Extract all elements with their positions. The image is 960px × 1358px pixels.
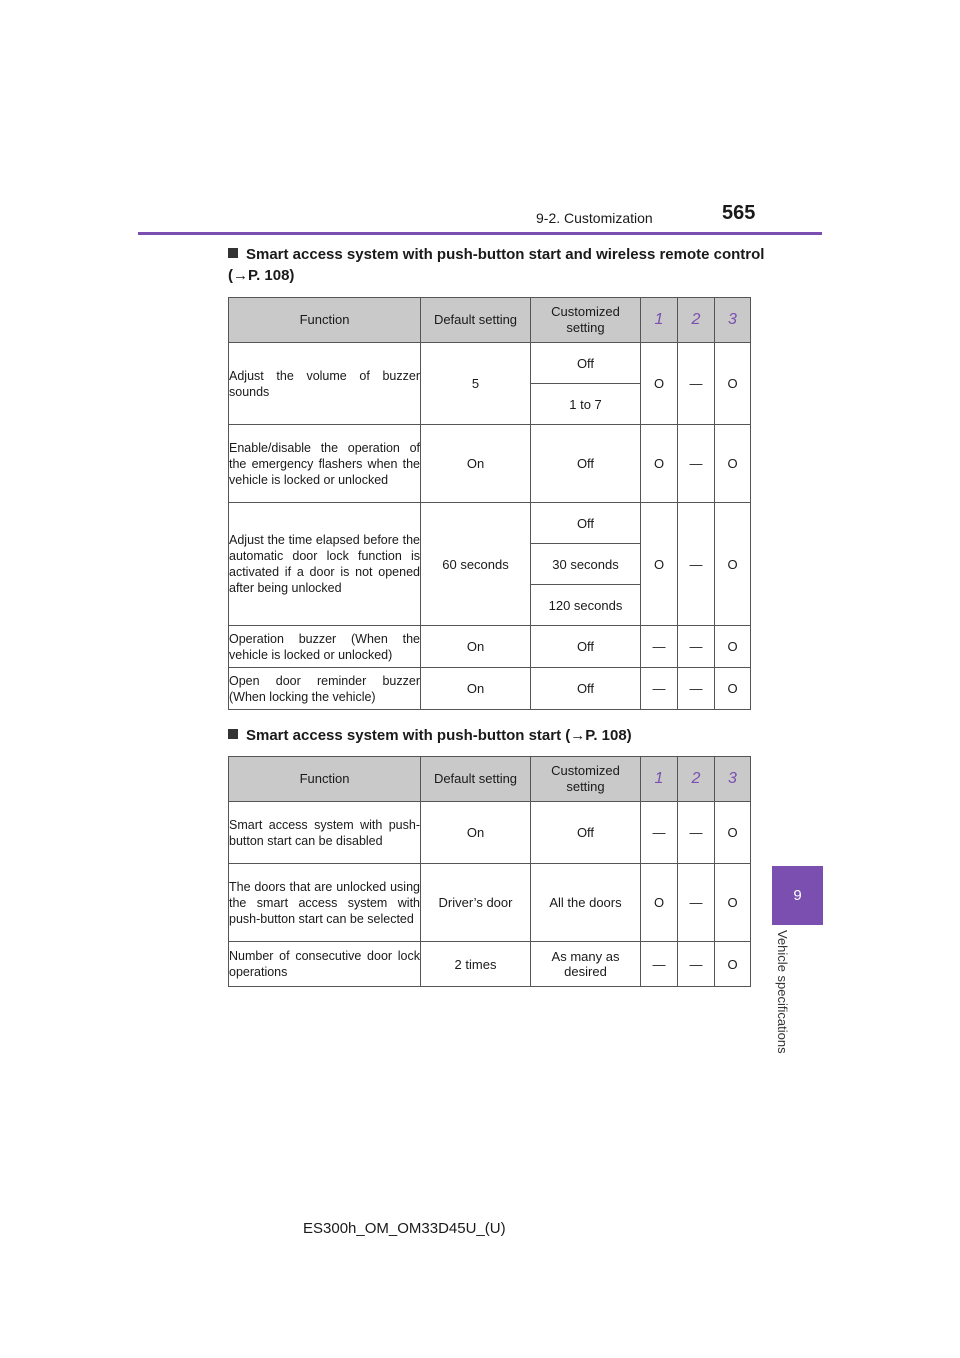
header-divider: [138, 232, 822, 235]
function-cell: Enable/disable the operation of the emergency flashers when the vehicle is locked or unlocked: [229, 425, 421, 503]
col-2-cell: —: [678, 802, 715, 864]
header-col-1: 1: [641, 298, 678, 343]
col-3-cell: O: [715, 425, 751, 503]
custom-cell: Off: [531, 343, 641, 384]
table-row: [229, 864, 751, 942]
col-2-cell: —: [678, 864, 715, 942]
col-1-cell: —: [641, 668, 678, 710]
section-2-title-text: Smart access system with push-button start (→P. 108): [246, 727, 632, 744]
header-default: Default setting: [421, 298, 531, 343]
section-1-title: [228, 244, 764, 286]
default-cell: On: [421, 425, 531, 503]
col-1-cell: O: [641, 343, 678, 425]
col-3-cell: O: [715, 343, 751, 425]
settings-table-1: [228, 297, 751, 710]
header-col-2: 2: [678, 757, 715, 802]
settings-table-2: [228, 756, 751, 987]
document-code: ES300h_OM_OM33D45U_(U): [303, 1220, 506, 1237]
col-3-cell: O: [715, 626, 751, 668]
col-1-cell: O: [641, 425, 678, 503]
header-function: Function: [229, 757, 421, 802]
square-bullet-icon: [228, 248, 238, 258]
col-2-cell: —: [678, 343, 715, 425]
table-row: [229, 343, 751, 384]
default-cell: 60 seconds: [421, 503, 531, 626]
table-row: [229, 668, 751, 710]
header-col-3: 3: [715, 757, 751, 802]
header-col-2: 2: [678, 298, 715, 343]
custom-cell: 30 seconds: [531, 544, 641, 585]
custom-cell: As many as desired: [531, 942, 641, 987]
table-row: [229, 626, 751, 668]
chapter-number: 9: [793, 887, 802, 904]
function-cell: Open door reminder buzzer (When locking the vehicle): [229, 668, 421, 710]
col-3-cell: O: [715, 668, 751, 710]
function-cell: The doors that are unlocked using the smart access system with push-button start can be selected: [229, 864, 421, 942]
header-function: Function: [229, 298, 421, 343]
default-cell: On: [421, 802, 531, 864]
function-cell: Number of consecutive door lock operations: [229, 942, 421, 987]
section-2-title: [228, 725, 632, 746]
custom-cell: Off: [531, 425, 641, 503]
table-row: [229, 942, 751, 987]
table-row: [229, 503, 751, 544]
default-cell: 5: [421, 343, 531, 425]
col-1-cell: O: [641, 864, 678, 942]
chapter-label: [772, 930, 792, 1070]
col-3-cell: O: [715, 503, 751, 626]
col-2-cell: —: [678, 503, 715, 626]
col-2-cell: —: [678, 425, 715, 503]
col-2-cell: —: [678, 942, 715, 987]
table-row: [229, 425, 751, 503]
section-1-title-ref: (→P. 108): [228, 267, 295, 284]
section-1-title-text: Smart access system with push-button start and wireless remote control: [246, 246, 765, 263]
square-bullet-icon: [228, 729, 238, 739]
chapter-label-text: Vehicle specifications: [775, 930, 790, 1054]
custom-cell: All the doors: [531, 864, 641, 942]
custom-cell: Off: [531, 626, 641, 668]
default-cell: 2 times: [421, 942, 531, 987]
header-default: Default setting: [421, 757, 531, 802]
function-cell: Smart access system with push-button start can be disabled: [229, 802, 421, 864]
col-1-cell: —: [641, 942, 678, 987]
header-customized: Customized setting: [531, 757, 641, 802]
custom-cell: 120 seconds: [531, 585, 641, 626]
default-cell: Driver’s door: [421, 864, 531, 942]
function-cell: Adjust the time elapsed before the automatic door lock function is activated if a door is not opened after being unlocked: [229, 503, 421, 626]
default-cell: On: [421, 626, 531, 668]
custom-cell: Off: [531, 668, 641, 710]
function-cell: Operation buzzer (When the vehicle is locked or unlocked): [229, 626, 421, 668]
custom-cell: Off: [531, 503, 641, 544]
function-cell: Adjust the volume of buzzer sounds: [229, 343, 421, 425]
page-number: 565: [722, 202, 756, 224]
default-cell: On: [421, 668, 531, 710]
col-1-cell: O: [641, 503, 678, 626]
col-1-cell: —: [641, 802, 678, 864]
col-3-cell: O: [715, 802, 751, 864]
table-row: [229, 802, 751, 864]
col-3-cell: O: [715, 942, 751, 987]
header-col-3: 3: [715, 298, 751, 343]
header-col-1: 1: [641, 757, 678, 802]
section-heading: 9-2. Customization: [536, 210, 653, 226]
custom-cell: Off: [531, 802, 641, 864]
col-2-cell: —: [678, 626, 715, 668]
col-3-cell: O: [715, 864, 751, 942]
chapter-tab: [772, 866, 823, 925]
table-header-row: [229, 298, 751, 343]
table-header-row: [229, 757, 751, 802]
custom-cell: 1 to 7: [531, 384, 641, 425]
col-1-cell: —: [641, 626, 678, 668]
col-2-cell: —: [678, 668, 715, 710]
header-customized: Customized setting: [531, 298, 641, 343]
